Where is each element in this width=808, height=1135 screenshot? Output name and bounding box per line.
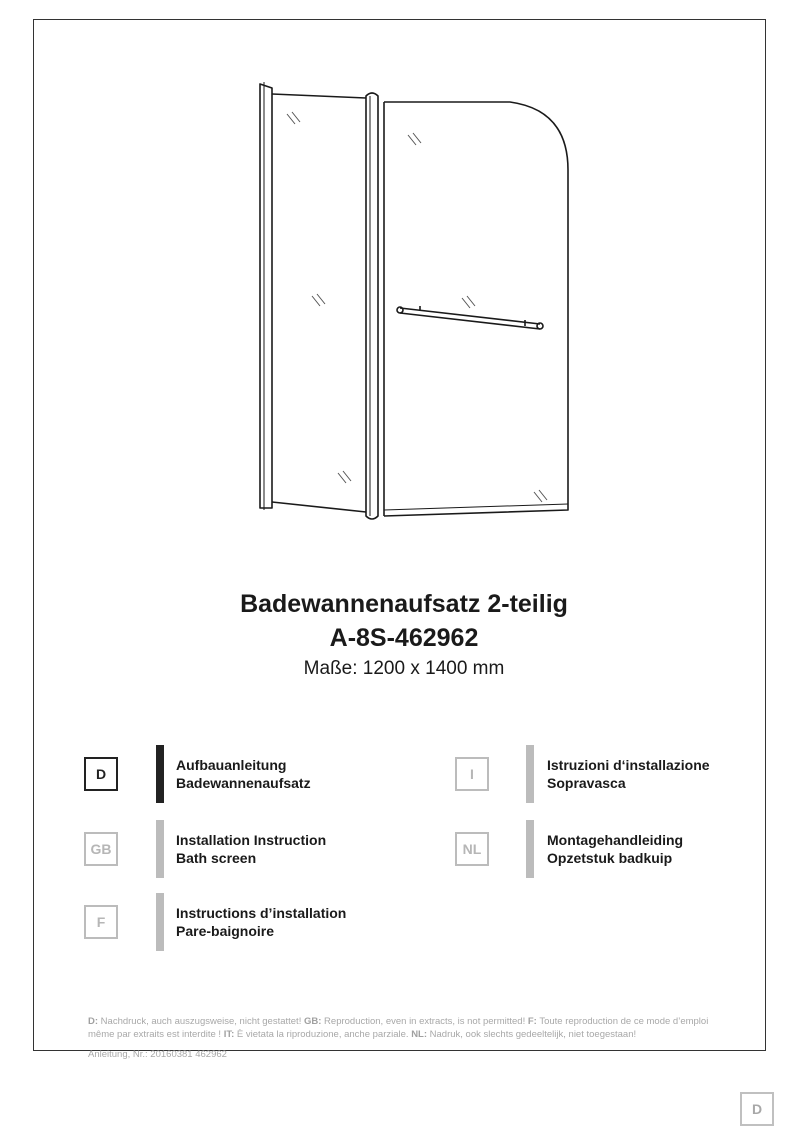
lang-code-f: F	[84, 905, 118, 939]
lang-line2: Badewannenaufsatz	[176, 775, 311, 791]
dimensions-text: Maße: 1200 x 1400 mm	[303, 658, 505, 679]
lang-title-nl	[547, 831, 683, 867]
copyright-label: IT:	[223, 1029, 235, 1040]
copyright-label: D:	[88, 1016, 99, 1027]
copyright-text: Toute reproduction de ce mode d’emploi même par extraits est interdite !	[88, 1016, 709, 1040]
lang-title-gb	[176, 831, 326, 867]
lang-line1: Installation Instruction	[176, 832, 327, 848]
copyright-label: F:	[527, 1016, 537, 1027]
lang-bar-gb	[156, 820, 164, 878]
lang-code-nl: NL	[455, 832, 489, 866]
lang-line2: Pare-baignoire	[176, 923, 275, 939]
lang-line1: Aufbauanleitung	[176, 757, 287, 773]
lang-line1: Instructions d’installation	[176, 905, 347, 921]
page-language-badge: D	[740, 1092, 774, 1126]
lang-title-i	[547, 756, 710, 792]
lang-title-f	[176, 904, 346, 940]
lang-bar-nl	[526, 820, 534, 878]
lang-bar-d	[156, 745, 164, 803]
lang-bar-i	[526, 745, 534, 803]
lang-line1: Istruzioni d‘installazione	[547, 757, 710, 773]
copyright-notice	[88, 1015, 728, 1041]
lang-title-d	[176, 756, 311, 792]
lang-line2: Bath screen	[176, 850, 257, 866]
lang-code-i: I	[455, 757, 489, 791]
lang-line1: Montagehandleiding	[547, 832, 684, 848]
lang-code-gb: GB	[84, 832, 118, 866]
bath-screen-illustration	[250, 80, 580, 530]
copyright-text: È vietata la riproduzione, anche parziale.	[236, 1029, 409, 1040]
left-profile	[260, 84, 272, 508]
copyright-label: NL:	[411, 1029, 428, 1040]
copyright-label: GB:	[303, 1016, 322, 1027]
copyright-text: Nachdruck, auch auszugsweise, nicht gestattet!	[100, 1016, 302, 1027]
document-number: Anleitung, Nr.: 20160381 462962	[88, 1049, 227, 1060]
lang-line2: Opzetstuk badkuip	[547, 850, 673, 866]
lang-line2: Sopravasca	[547, 775, 626, 791]
model-number: A-8S-462962	[329, 624, 479, 652]
lang-bar-f	[156, 893, 164, 951]
product-title: Badewannenaufsatz 2-teilig	[240, 590, 568, 618]
lang-code-d: D	[84, 757, 118, 791]
copyright-text: Nadruk, ook slechts gedeeltelijk, niet toegestaan!	[429, 1029, 637, 1040]
copyright-text: Reproduction, even in extracts, is not permitted!	[324, 1016, 526, 1027]
